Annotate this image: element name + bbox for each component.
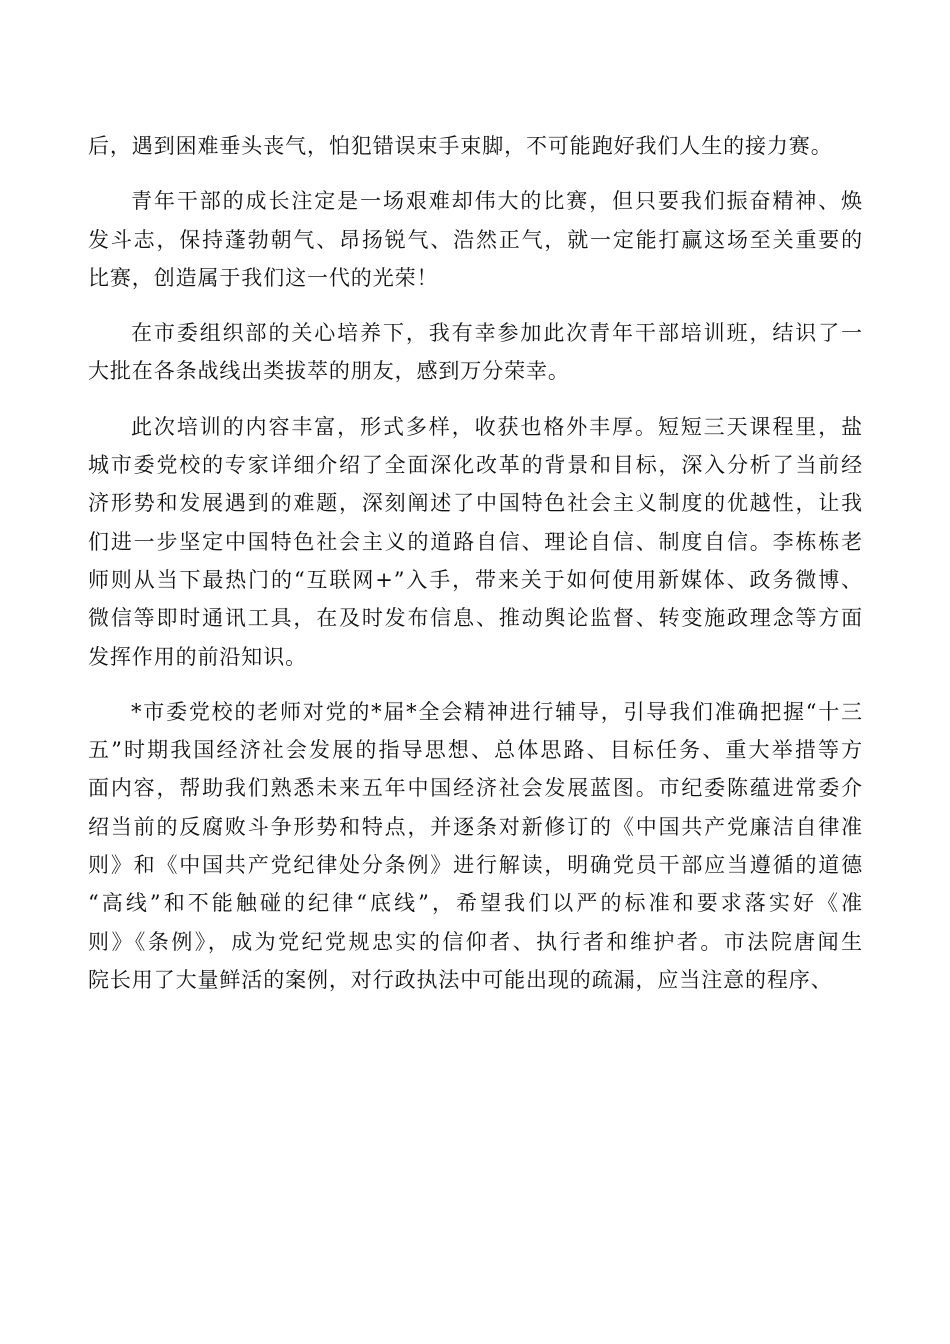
text-line: 比赛，创造属于我们这一代的光荣！ xyxy=(88,265,439,290)
paragraph xyxy=(88,693,863,999)
paragraph xyxy=(88,314,863,391)
document-body xyxy=(88,127,863,1016)
text-line: 微信等即时通讯工具，在及时发布信息、推动舆论监督、转变施政理念等方面 xyxy=(88,606,863,631)
text-line: 则》《条例》，成为党纪党规忠实的信仰者、执行者和维护者。市法院唐闻生 xyxy=(88,929,863,954)
text-line: “高线”和不能触碰的纪律“底线”，希望我们以严的标准和要求落实好《准 xyxy=(88,891,863,916)
text-line: 绍当前的反腐败斗争形势和特点，并逐条对新修订的《中国共产党廉洁自律准 xyxy=(88,814,863,839)
text-line: 发斗志，保持蓬勃朝气、昂扬锐气、浩然正气，就一定能打赢这场至关重要的 xyxy=(88,227,863,252)
paragraph xyxy=(88,408,863,676)
text-line: 师则从当下最热门的“互联网+”入手，带来关于如何使用新媒体、政务微博、 xyxy=(88,567,863,592)
text-line: 在市委组织部的关心培养下，我有幸参加此次青年干部培训班，结识了一 xyxy=(131,321,863,346)
text-line: 院长用了大量鲜活的案例，对行政执法中可能出现的疏漏，应当注意的程序、 xyxy=(88,967,833,992)
text-line: 面内容，帮助我们熟悉未来五年中国经济社会发展蓝图。市纪委陈蕴进常委介 xyxy=(88,776,863,801)
text-line: 五”时期我国经济社会发展的指导思想、总体思路、目标任务、重大举措等方 xyxy=(88,738,863,763)
text-line: 发挥作用的前沿知识。 xyxy=(88,644,307,669)
text-line: *市委党校的老师对党的*届*全会精神进行辅导，引导我们准确把握“十三 xyxy=(131,699,863,724)
text-line: 则》和《中国共产党纪律处分条例》进行解读，明确党员干部应当遵循的道德 xyxy=(88,853,863,878)
text-line: 城市委党校的专家详细介绍了全面深化改革的背景和目标，深入分析了当前经 xyxy=(88,453,863,478)
text-line: 青年干部的成长注定是一场艰难却伟大的比赛，但只要我们振奋精神、焕 xyxy=(131,189,863,214)
text-line: 济形势和发展遇到的难题，深刻阐述了中国特色社会主义制度的优越性，让我 xyxy=(88,491,863,516)
text-line: 此次培训的内容丰富，形式多样，收获也格外丰厚。短短三天课程里，盐 xyxy=(131,414,863,439)
text-line: 后，遇到困难垂头丧气，怕犯错误束手束脚，不可能跑好我们人生的接力赛。 xyxy=(88,134,833,158)
text-line: 们进一步坚定中国特色社会主义的道路自信、理论自信、制度自信。李栋栋老 xyxy=(88,529,863,554)
paragraph xyxy=(88,127,863,165)
paragraph xyxy=(88,182,863,297)
text-line: 大批在各条战线出类拔萃的朋友，感到万分荣幸。 xyxy=(88,359,570,384)
